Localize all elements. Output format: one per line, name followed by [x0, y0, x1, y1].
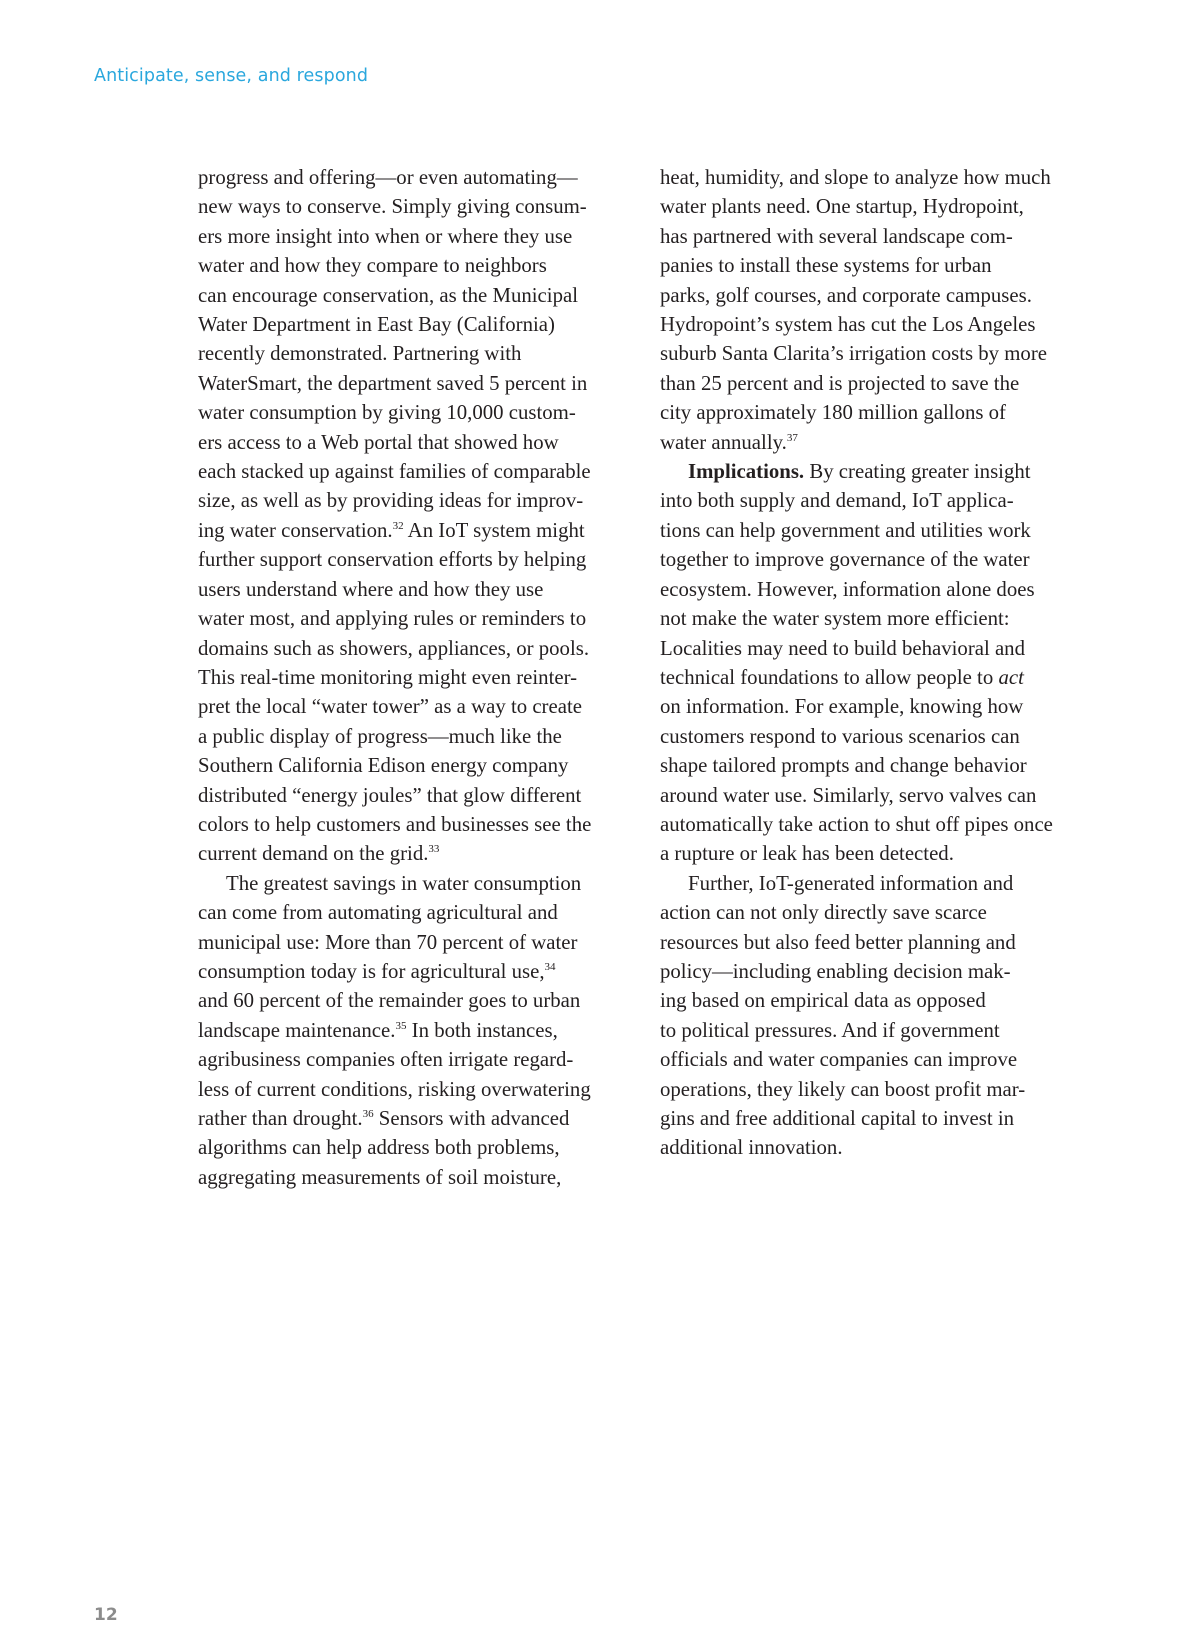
text-line: action can not only directly save scarce: [660, 901, 987, 925]
text-line: panies to install these systems for urban: [660, 254, 992, 278]
text-line: WaterSmart, the department saved 5 percent in: [198, 371, 588, 395]
text-line: [198, 839, 623, 868]
text-segment: technical foundations to allow people to: [660, 665, 999, 689]
text-line: into both supply and demand, IoT applica-: [660, 489, 1014, 513]
text-line: can come from automating agricultural and: [198, 901, 558, 925]
text-line: [198, 1016, 623, 1045]
footnote-ref-35[interactable]: 35: [395, 1019, 407, 1032]
emphasis-act: act: [998, 665, 1024, 689]
footnote-ref-32[interactable]: 32: [392, 519, 404, 532]
text-segment: Sensors with advanced: [373, 1107, 570, 1130]
footnote-ref-34[interactable]: 34: [544, 960, 556, 973]
text-line: not make the water system more efficient:: [660, 607, 1010, 631]
text-line: ing based on empirical data as opposed: [660, 989, 986, 1013]
text-line: city approximately 180 million gallons of: [660, 401, 1006, 425]
text-line: recently demonstrated. Partnering with: [198, 342, 522, 366]
text-line: on information. For example, knowing how: [660, 695, 1024, 719]
text-line: a rupture or leak has been detected.: [660, 842, 954, 866]
text-segment: rather than drought.: [198, 1107, 363, 1130]
text-line: operations, they likely can boost profit mar-: [660, 1077, 1026, 1101]
text-line: than 25 percent and is projected to save the: [660, 371, 1020, 395]
paragraph-planning-policy: [660, 869, 1090, 1163]
text-line: additional innovation.: [660, 1136, 843, 1160]
text-line: new ways to conserve. Simply giving consum-: [198, 195, 587, 219]
text-line: water and how they compare to neighbors: [198, 254, 547, 278]
text-line: policy—including enabling decision mak-: [660, 959, 1011, 983]
paragraph-greatest-savings: [198, 869, 623, 1192]
text-line: around water use. Similarly, servo valves can: [660, 783, 1037, 807]
text-line: heat, humidity, and slope to analyze how much: [660, 166, 1051, 189]
text-line: resources but also feed better planning and: [660, 930, 1016, 954]
body-column-right: [660, 163, 1090, 1163]
footnote-ref-36[interactable]: 36: [362, 1108, 374, 1120]
text-line: algorithms can help address both problems,: [198, 1136, 560, 1160]
body-column-left: [198, 163, 623, 1192]
text-line: together to improve governance of the water: [660, 548, 1030, 572]
text-line: Further, IoT-generated information and: [688, 871, 1014, 895]
text-segment: water annually.: [660, 430, 787, 454]
text-line: Localities may need to build behavioral and: [660, 636, 1025, 660]
text-line: further support conservation efforts by helping: [198, 548, 587, 572]
text-line: The greatest savings in water consumption: [226, 871, 582, 895]
text-line: ecosystem. However, information alone does: [660, 577, 1035, 601]
text-line: less of current conditions, risking overwatering: [198, 1077, 591, 1101]
text-line: agribusiness companies often irrigate regard-: [198, 1048, 574, 1072]
text-line: Water Department in East Bay (California): [198, 313, 555, 337]
text-line: suburb Santa Clarita’s irrigation costs by more: [660, 342, 1047, 366]
text-line: automatically take action to shut off pipes once: [660, 812, 1053, 836]
text-segment: ing water conservation.: [198, 518, 393, 542]
text-line: water consumption by giving 10,000 custom-: [198, 401, 576, 425]
text-line: water plants need. One startup, Hydropoint,: [660, 195, 1024, 219]
text-line: water most, and applying rules or reminders to: [198, 607, 587, 631]
text-line: Southern California Edison energy company: [198, 754, 569, 778]
text-segment: current demand on the grid.: [198, 842, 429, 866]
text-line: and 60 percent of the remainder goes to urban: [198, 989, 581, 1013]
text-line: each stacked up against families of comparable: [198, 460, 591, 484]
text-line: a public display of progress—much like the: [198, 724, 562, 748]
text-line: progress and offering—or even automating—: [198, 166, 578, 189]
text-line: municipal use: More than 70 percent of water: [198, 930, 578, 954]
text-line: domains such as showers, appliances, or pools.: [198, 636, 590, 660]
text-line: size, as well as by providing ideas for improv-: [198, 489, 584, 513]
text-line: officials and water companies can improve: [660, 1048, 1018, 1072]
running-head-title: Anticipate, sense, and respond: [94, 66, 369, 86]
text-line: aggregating measurements of soil moisture,: [198, 1165, 562, 1189]
text-line: distributed “energy joules” that glow different: [198, 783, 582, 807]
page-number: 12: [94, 1605, 118, 1625]
text-line: [198, 1104, 623, 1133]
text-line: shape tailored prompts and change behavior: [660, 754, 1027, 778]
footnote-ref-33[interactable]: 33: [428, 843, 440, 856]
text-line: gins and free additional capital to invest in: [660, 1107, 1015, 1130]
text-line: users understand where and how they use: [198, 577, 544, 601]
text-line: parks, golf courses, and corporate campuses.: [660, 283, 1032, 307]
text-line: [198, 957, 623, 986]
text-segment: consumption today is for agricultural use,: [198, 959, 545, 983]
text-line: to political pressures. And if government: [660, 1018, 1000, 1042]
text-line: tions can help government and utilities work: [660, 518, 1031, 542]
text-segment: By creating greater insight: [804, 460, 1031, 484]
text-line: has partnered with several landscape com-: [660, 224, 1013, 248]
text-line: [198, 516, 623, 545]
text-line: ers access to a Web portal that showed how: [198, 430, 559, 454]
text-line: ers more insight into when or where they use: [198, 224, 573, 248]
text-line: pret the local “water tower” as a way to create: [198, 695, 582, 719]
text-segment: An IoT system might: [403, 518, 585, 542]
text-line: can encourage conservation, as the Municipal: [198, 283, 578, 307]
text-segment: In both instances,: [406, 1018, 558, 1042]
text-line: This real-time monitoring might even reinter-: [198, 665, 578, 689]
text-line: colors to help customers and businesses see the: [198, 812, 592, 836]
footnote-ref-37[interactable]: 37: [786, 431, 798, 444]
text-line: customers respond to various scenarios can: [660, 724, 1020, 748]
text-line: [660, 457, 1090, 486]
text-segment: landscape maintenance.: [198, 1018, 396, 1042]
text-line: Hydropoint’s system has cut the Los Angeles: [660, 313, 1036, 337]
paragraph-hydropoint: [660, 163, 1090, 457]
paragraph-conservation-insight: [198, 163, 623, 869]
text-line: [660, 663, 1090, 692]
run-in-heading-implications: Implications.: [688, 460, 805, 484]
paragraph-implications: [660, 457, 1090, 869]
text-line: [660, 428, 1090, 457]
